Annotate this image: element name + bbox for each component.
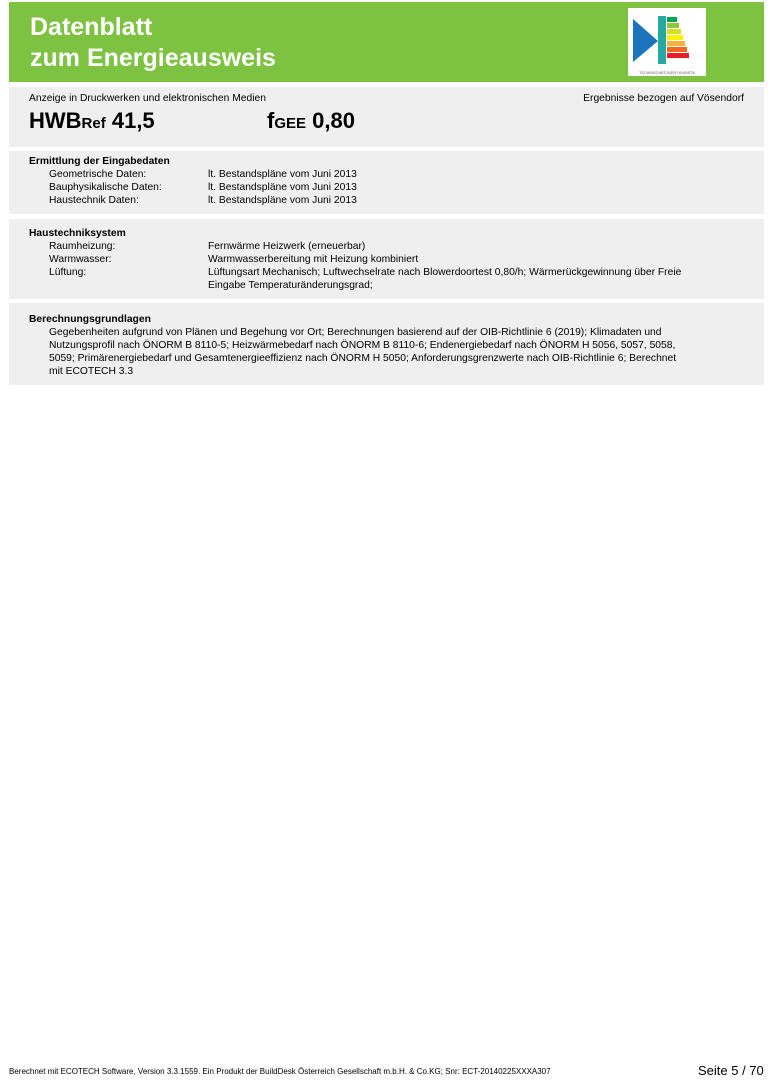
row-label: Bauphysikalische Daten: (49, 182, 162, 193)
title-line-2: zum Energieausweis (30, 44, 276, 72)
hwb-indicator (29, 108, 155, 137)
hwb-value: 41,5 (111, 108, 155, 133)
paragraph-line: 5059; Primärenergiebedarf und Gesamtenergieeffizienz nach ÖNORM H 5050; Anforderungsgrenzwerte nach OIB-Richtlinie 6; Berechnet (49, 353, 677, 364)
input-data-section (9, 151, 764, 214)
row-label: Geometrische Daten: (49, 169, 147, 180)
fgee-indicator (267, 108, 355, 137)
row-value: Warmwasserbereitung mit Heizung kombiniert (208, 254, 419, 265)
row-label: Warmwasser: (49, 254, 112, 265)
hwb-subscript: Ref (81, 115, 106, 132)
calculation-basis-section (9, 303, 764, 385)
paragraph-line: Nutzungsprofil nach ÖNORM B 8110-5; Heizwärmebedarf nach ÖNORM B 8110-6; Endenergiebedarf nach ÖNORM H 5056, 5057, 5058, (49, 340, 676, 351)
summary-section (9, 87, 764, 147)
page-number: Seite 5 / 70 (698, 1063, 764, 1078)
row-label: Raumheizung: (49, 241, 116, 252)
row-value: Fernwärme Heizwerk (erneuerbar) (208, 241, 366, 252)
row-value: lt. Bestandspläne vom Juni 2013 (208, 195, 357, 206)
hwb-label: HWB (29, 108, 82, 133)
fgee-subscript: GEE (274, 115, 307, 132)
company-logo (628, 8, 706, 76)
building-services-section (9, 219, 764, 299)
fgee-value: 0,80 (312, 108, 355, 133)
row-value: lt. Bestandspläne vom Juni 2013 (208, 169, 357, 180)
row-value-line-2: Eingabe Temperaturänderungsgrad; (208, 280, 373, 291)
header-banner (9, 2, 764, 82)
footer-text: Berechnet mit ECOTECH Software, Version 3.3.1559. Ein Produkt der BuildDesk Österreich Gesellschaft m.b.H. & Co.KG; Snr: ECT-20140225XXXA307 (9, 1067, 551, 1076)
row-value: Lüftungsart Mechanisch; Luftwechselrate nach Blowerdoortest 0,80/h; Wärmerückgewinnung über Freie (208, 267, 682, 278)
paragraph-line: Gegebenheiten aufgrund von Plänen und Begehung vor Ort; Berechnungen basierend auf der OIB-Richtlinie 6 (2019); Klimadaten und (49, 327, 662, 338)
row-label: Haustechnik Daten: (49, 195, 139, 206)
logo-graphic (628, 8, 706, 70)
row-label: Lüftung: (49, 267, 87, 278)
location-caption: Ergebnisse bezogen auf Vösendorf (583, 93, 744, 104)
fgee-label: f (267, 108, 275, 133)
section-title: Haustechniksystem (29, 228, 126, 239)
page-title (30, 12, 276, 74)
paragraph-line: mit ECOTECH 3.3 (49, 366, 134, 377)
logo-caption: TECHNISCHES BÜRO KUBISTA (639, 71, 695, 75)
section-title: Ermittlung der Eingabedaten (29, 156, 170, 167)
display-caption: Anzeige in Druckwerken und elektronischen Medien (29, 93, 266, 104)
section-title: Berechnungsgrundlagen (29, 314, 151, 325)
title-line-1: Datenblatt (30, 13, 153, 41)
row-value: lt. Bestandspläne vom Juni 2013 (208, 182, 357, 193)
